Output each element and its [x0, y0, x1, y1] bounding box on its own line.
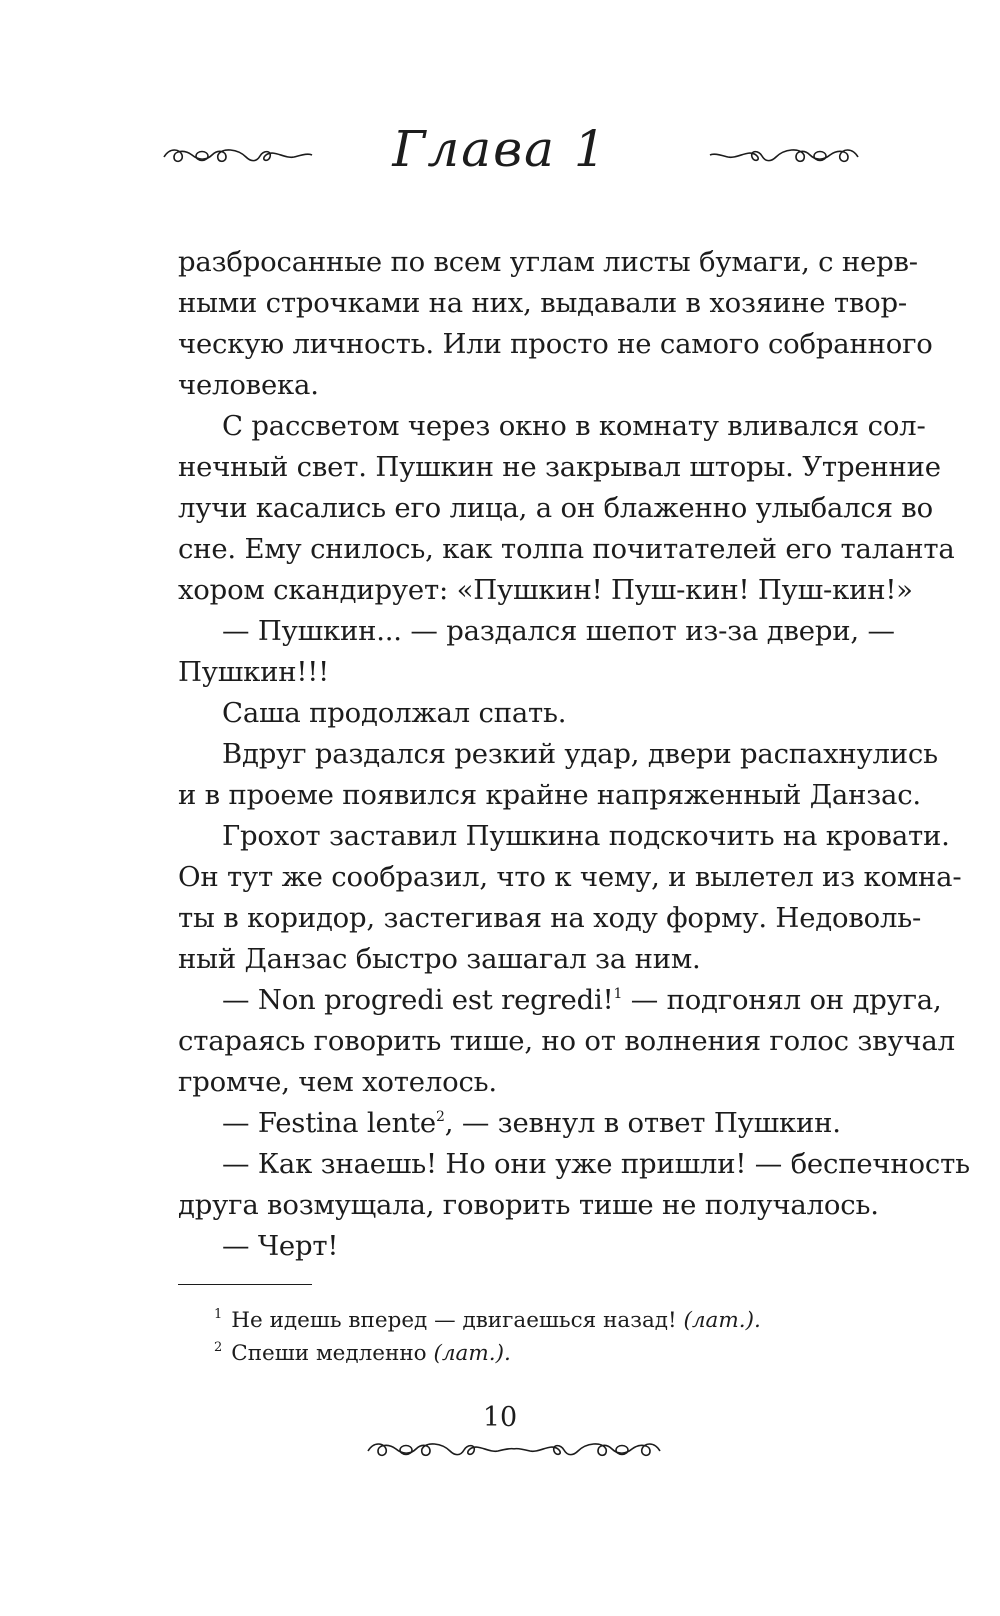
latin-phrase: — Festina lente	[222, 1107, 437, 1139]
text-line: — Как знаешь! Но они уже пришли! — беспечность	[222, 1148, 970, 1180]
text-line: — Черт!	[222, 1230, 339, 1262]
text-line: стараясь говорить тише, но от волнения голос звучал	[178, 1025, 955, 1057]
footnote-number: 1	[214, 1307, 223, 1322]
text-line: ты в коридор, застегивая на ходу форму. Недоволь-	[178, 902, 922, 934]
latin-phrase: — Non progredi est regredi!	[222, 984, 614, 1016]
text-line: и в проеме появился крайне напряженный Данзас.	[178, 779, 921, 811]
text-line: Пушкин!!!	[178, 656, 329, 688]
text-line	[178, 980, 942, 1021]
text-line: сне. Ему снилось, как толпа почитателей его таланта	[178, 533, 955, 565]
ornament-bottom-icon	[366, 1434, 662, 1464]
text-line: ный Данзас быстро зашагал за ним.	[178, 943, 701, 975]
text-line	[178, 1103, 880, 1144]
text-line: громче, чем хотелось.	[178, 1066, 497, 1098]
page-number: 10	[482, 1402, 518, 1433]
footnotes	[214, 1298, 854, 1364]
text-line: нечный свет. Пушкин не закрывал шторы. Утренние	[178, 451, 941, 483]
chapter-title: Глава 1	[392, 120, 608, 178]
ornament-right-icon	[708, 140, 860, 170]
text-line: Грохот заставил Пушкина подскочить на кровати.	[222, 820, 950, 852]
text-line: Саша продолжал спать.	[222, 697, 567, 729]
footnote-mark: 2	[436, 1109, 445, 1125]
text-line: разбросанные по всем углам листы бумаги, с нерв-	[178, 246, 918, 278]
text-fragment: , — зевнул в ответ Пушкин.	[444, 1107, 841, 1139]
chapter-header	[0, 118, 1000, 198]
text-line: ными строчками на них, выдавали в хозяине твор-	[178, 287, 907, 319]
text-line: ческую личность. Или просто не самого собранного	[178, 328, 933, 360]
text-line: — Пушкин... — раздался шепот из-за двери, —	[222, 615, 895, 647]
text-line: Вдруг раздался резкий удар, двери распахнулись	[222, 738, 938, 770]
text-line: человека.	[178, 369, 319, 401]
text-line: Он тут же сообразил, что к чему, и вылетел из комна-	[178, 861, 962, 893]
text-fragment: — подгонял он друга,	[630, 984, 942, 1016]
body-text	[178, 242, 970, 1267]
text-line: хором скандирует: «Пушкин! Пуш-кин! Пуш-кин!»	[178, 574, 913, 606]
text-line: друга возмущала, говорить тише не получалось.	[178, 1189, 879, 1221]
footnote-1	[214, 1298, 854, 1331]
footnote-lang: (лат.).	[433, 1341, 511, 1366]
footnote-lang: (лат.).	[683, 1308, 761, 1333]
footnote-text: Спеши медленно	[231, 1341, 434, 1366]
text-line: С рассветом через окно в комнату вливался сол-	[222, 410, 926, 442]
footnote-mark: 1	[613, 986, 623, 1002]
text-line: лучи касались его лица, а он блаженно улыбался во	[178, 492, 933, 524]
footnote-text: Не идешь вперед — двигаешься назад!	[231, 1308, 684, 1333]
footnote-2	[214, 1331, 854, 1364]
footnote-divider	[178, 1284, 312, 1285]
footnote-number: 2	[214, 1340, 223, 1355]
